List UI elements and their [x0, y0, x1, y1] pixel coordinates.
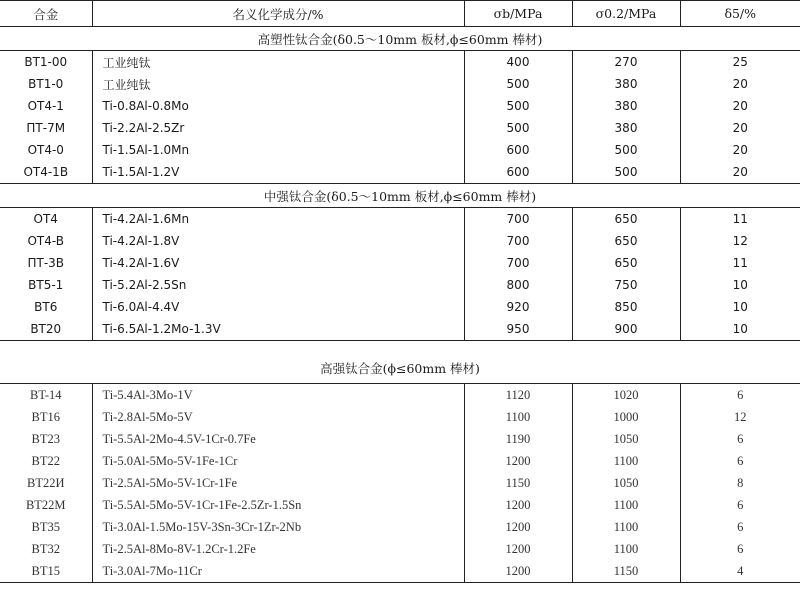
tensile-strength-cell: 950: [464, 318, 572, 341]
yield-strength-cell: 750: [572, 274, 680, 296]
grade-cell: ПТ-3B: [0, 252, 92, 274]
yield-strength-cell: 380: [572, 95, 680, 117]
elongation-cell: 10: [732, 322, 748, 336]
grade-cell: BT22И: [0, 472, 92, 494]
composition-cell: Ti-4.2Al-1.6Mn: [92, 208, 464, 231]
table-row: [0, 117, 800, 139]
grade-cell: BT20: [0, 318, 92, 341]
grade-cell: BT1-0: [0, 73, 92, 95]
composition-cell: 工业纯钛: [92, 73, 464, 95]
yield-strength-cell: 1100: [572, 494, 680, 516]
table-row: [0, 428, 800, 450]
tensile-strength-cell: 920: [464, 296, 572, 318]
grade-cell: OT4-1: [0, 95, 92, 117]
yield-strength-cell: 1100: [572, 450, 680, 472]
header-grade: 合金: [0, 1, 92, 27]
elongation-cell: 6: [737, 519, 744, 534]
header-sigma-b: σb/MPa: [464, 1, 572, 27]
grade-cell: OT4: [0, 208, 92, 231]
table-row: [0, 318, 800, 341]
composition-cell: Ti-5.5Al-5Mo-5V-1Cr-1Fe-2.5Zr-1.5Sn: [92, 494, 464, 516]
section-row: [0, 27, 800, 51]
table-row: [0, 538, 800, 560]
table-row: [0, 161, 800, 184]
yield-strength-cell: 1100: [572, 516, 680, 538]
table-row: [0, 516, 800, 538]
composition-cell: Ti-2.5Al-5Mo-5V-1Cr-1Fe: [92, 472, 464, 494]
grade-cell: BT6: [0, 296, 92, 318]
table-row: [0, 139, 800, 161]
composition-cell: Ti-2.2Al-2.5Zr: [92, 117, 464, 139]
yield-strength-cell: 380: [572, 73, 680, 95]
table-row: [0, 450, 800, 472]
table-row: [0, 274, 800, 296]
yield-strength-cell: 1050: [572, 472, 680, 494]
table-row: [0, 252, 800, 274]
grade-cell: BT35: [0, 516, 92, 538]
tensile-strength-cell: 700: [464, 208, 572, 231]
table-row: [0, 296, 800, 318]
composition-cell: Ti-0.8Al-0.8Mo: [92, 95, 464, 117]
tensile-strength-cell: 1150: [464, 472, 572, 494]
elongation-cell: 11: [732, 212, 748, 226]
section-row: [0, 184, 800, 208]
elongation-cell: 20: [732, 143, 748, 157]
composition-cell: Ti-5.4Al-3Mo-1V: [92, 384, 464, 407]
yield-strength-cell: 1000: [572, 406, 680, 428]
tensile-strength-cell: 1200: [464, 494, 572, 516]
tensile-strength-cell: 700: [464, 252, 572, 274]
grade-cell: BT15: [0, 560, 92, 583]
tensile-strength-cell: 700: [464, 230, 572, 252]
elongation-cell: 20: [732, 99, 748, 113]
tensile-strength-cell: 1200: [464, 516, 572, 538]
grade-cell: BT23: [0, 428, 92, 450]
grade-cell: BT22: [0, 450, 92, 472]
elongation-cell: 20: [732, 121, 748, 135]
composition-cell: Ti-1.5Al-1.0Mn: [92, 139, 464, 161]
yield-strength-cell: 850: [572, 296, 680, 318]
elongation-cell: 8: [737, 475, 744, 490]
composition-cell: Ti-5.5Al-2Mo-4.5V-1Cr-0.7Fe: [92, 428, 464, 450]
grade-cell: OT4-B: [0, 230, 92, 252]
grade-cell: BT-14: [0, 384, 92, 407]
grade-cell: BT16: [0, 406, 92, 428]
tensile-strength-cell: 600: [464, 161, 572, 184]
composition-cell: Ti-4.2Al-1.8V: [92, 230, 464, 252]
yield-strength-cell: 1020: [572, 384, 680, 407]
tensile-strength-cell: 500: [464, 117, 572, 139]
header-row: [0, 1, 800, 27]
elongation-cell: 6: [737, 497, 744, 512]
grade-cell: BT1-00: [0, 51, 92, 74]
tensile-strength-cell: 1100: [464, 406, 572, 428]
yield-strength-cell: 650: [572, 230, 680, 252]
elongation-cell: 4: [680, 560, 800, 583]
grade-cell: BT22M: [0, 494, 92, 516]
table-row: [0, 406, 800, 428]
header-delta5: δ5/%: [680, 1, 800, 27]
tensile-strength-cell: 1200: [464, 560, 572, 583]
composition-cell: Ti-1.5Al-1.2V: [92, 161, 464, 184]
composition-cell: Ti-2.5Al-8Mo-8V-1.2Cr-1.2Fe: [92, 538, 464, 560]
table-row: [0, 73, 800, 95]
section-title: 高塑性钛合金(δ0.5～10mm 板材,ϕ≤60mm 棒材): [0, 27, 800, 51]
composition-cell: Ti-5.2Al-2.5Sn: [92, 274, 464, 296]
yield-strength-cell: 650: [572, 208, 680, 231]
yield-strength-cell: 500: [572, 139, 680, 161]
elongation-cell: 11: [732, 256, 748, 270]
section-row: [0, 341, 800, 384]
yield-strength-cell: 1100: [572, 538, 680, 560]
table-row: [0, 560, 800, 583]
header-composition: 名义化学成分/%: [92, 1, 464, 27]
composition-cell: Ti-5.0Al-5Mo-5V-1Fe-1Cr: [92, 450, 464, 472]
composition-cell: 工业纯钛: [92, 51, 464, 74]
tensile-strength-cell: 1190: [464, 428, 572, 450]
header-sigma-02: σ0.2/MPa: [572, 1, 680, 27]
grade-cell: BT32: [0, 538, 92, 560]
tensile-strength-cell: 1200: [464, 538, 572, 560]
table-body: [0, 27, 800, 583]
yield-strength-cell: 270: [572, 51, 680, 74]
composition-cell: Ti-6.0Al-4.4V: [92, 296, 464, 318]
elongation-cell: 10: [732, 278, 748, 292]
yield-strength-cell: 900: [572, 318, 680, 341]
section-title: 中强钛合金(δ0.5～10mm 板材,ϕ≤60mm 棒材): [0, 184, 800, 208]
elongation-cell: 6: [737, 387, 744, 402]
table-row: [0, 494, 800, 516]
composition-cell: Ti-4.2Al-1.6V: [92, 252, 464, 274]
composition-cell: Ti-3.0Al-7Mo-11Cr: [92, 560, 464, 583]
table-row: [0, 95, 800, 117]
table-row: [0, 230, 800, 252]
tensile-strength-cell: 500: [464, 73, 572, 95]
tensile-strength-cell: 1120: [464, 384, 572, 407]
elongation-cell: 25: [732, 55, 748, 69]
tensile-strength-cell: 400: [464, 51, 572, 74]
grade-cell: OT4-0: [0, 139, 92, 161]
tensile-strength-cell: 800: [464, 274, 572, 296]
elongation-cell: 10: [732, 300, 748, 314]
yield-strength-cell: 1150: [572, 560, 680, 583]
grade-cell: OT4-1B: [0, 161, 92, 184]
section-title: 高强钛合金(ϕ≤60mm 棒材): [0, 341, 800, 384]
elongation-cell: 6: [737, 541, 744, 556]
elongation-cell: 6: [737, 431, 744, 446]
elongation-cell: 6: [737, 453, 744, 468]
yield-strength-cell: 380: [572, 117, 680, 139]
elongation-cell: 12: [732, 234, 748, 248]
elongation-cell: 12: [734, 409, 747, 424]
composition-cell: Ti-3.0Al-1.5Mo-15V-3Sn-3Cr-1Zr-2Nb: [92, 516, 464, 538]
yield-strength-cell: 500: [572, 161, 680, 184]
grade-cell: ПТ-7M: [0, 117, 92, 139]
table-row: [0, 384, 800, 407]
tensile-strength-cell: 500: [464, 95, 572, 117]
tensile-strength-cell: 600: [464, 139, 572, 161]
elongation-cell: 20: [732, 77, 748, 91]
table-row: [0, 472, 800, 494]
table-header: [0, 1, 800, 27]
yield-strength-cell: 650: [572, 252, 680, 274]
table-row: [0, 51, 800, 74]
elongation-cell: 20: [732, 165, 748, 179]
grade-cell: BT5-1: [0, 274, 92, 296]
yield-strength-cell: 1050: [572, 428, 680, 450]
composition-cell: Ti-2.8Al-5Mo-5V: [92, 406, 464, 428]
table-row: [0, 208, 800, 231]
composition-cell: Ti-6.5Al-1.2Mo-1.3V: [92, 318, 464, 341]
tensile-strength-cell: 1200: [464, 450, 572, 472]
